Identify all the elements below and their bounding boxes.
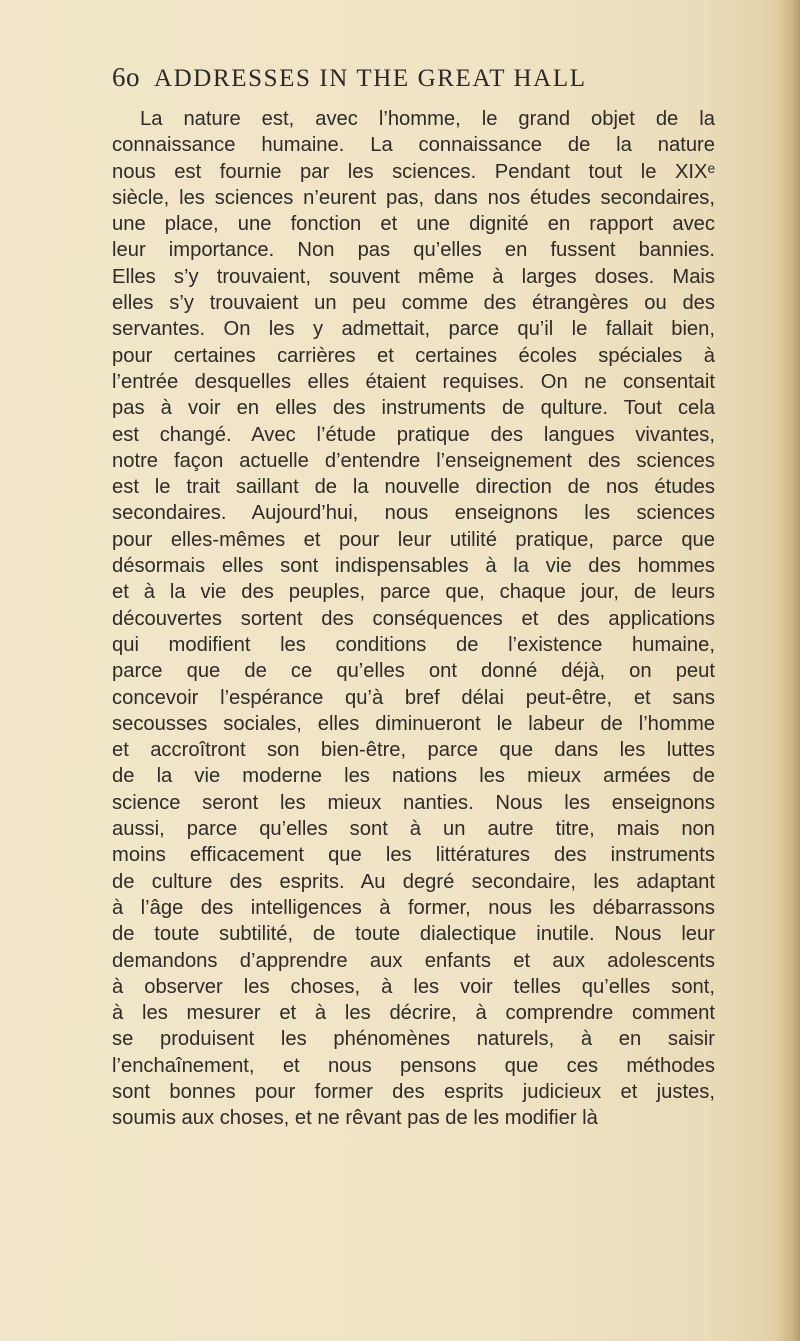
text-line: siècle, les sciences n’eurent pas, dans nos études secondaires, bbox=[112, 186, 715, 209]
text-line: aussi, parce qu’elles sont à un autre titre, mais non bbox=[112, 818, 715, 841]
text-line: une place, une fonction et une dignité en rapport avec bbox=[112, 213, 715, 236]
text-line: Elles s’y trouvaient, souvent même à larges doses. Mais bbox=[112, 265, 715, 288]
running-head bbox=[112, 62, 712, 98]
text-line: de toute subtilité, de toute dialectique inutile. Nous leur bbox=[112, 923, 715, 946]
text-line: soumis aux choses, et ne rêvant pas de les modifier là bbox=[112, 1107, 598, 1130]
page-number: 6o bbox=[112, 62, 140, 92]
text-line: connaissance humaine. La connaissance de la nature bbox=[112, 134, 715, 157]
text-line: La nature est, avec l’homme, le grand objet de la bbox=[140, 108, 715, 130]
page-gutter-shadow bbox=[778, 0, 800, 1341]
body-paragraph bbox=[112, 106, 715, 1132]
text-line: concevoir l’espérance qu’à bref délai peut-être, et sans bbox=[112, 686, 715, 709]
text-line: pour elles-mêmes et pour leur utilité pratique, parce que bbox=[112, 528, 715, 551]
text-line: à l’âge des intelligences à former, nous les débarrassons bbox=[112, 896, 715, 919]
text-line: à observer les choses, à les voir telles qu’elles sont, bbox=[112, 975, 715, 998]
text-line: de culture des esprits. Au degré secondaire, les adaptant bbox=[112, 870, 715, 893]
text-line: est changé. Avec l’étude pratique des langues vivantes, bbox=[112, 423, 715, 446]
text-line: secondaires. Aujourd’hui, nous enseignons les sciences bbox=[112, 502, 715, 525]
text-line: de la vie moderne les nations les mieux armées de bbox=[112, 765, 715, 788]
text-line: désormais elles sont indispensables à la vie des hommes bbox=[112, 555, 715, 578]
text-line: est le trait saillant de la nouvelle direction de nos études bbox=[112, 476, 715, 499]
running-title: ADDRESSES IN THE GREAT HALL bbox=[154, 65, 587, 92]
text-line: à les mesurer et à les décrire, à comprendre comment bbox=[112, 1002, 715, 1025]
text-line: demandons d’apprendre aux enfants et aux adolescents bbox=[112, 949, 715, 972]
text-line: parce que de ce qu’elles ont donné déjà, on peut bbox=[112, 660, 715, 683]
text-line: se produisent les phénomènes naturels, à en saisir bbox=[112, 1028, 715, 1051]
text-line: science seront les mieux nanties. Nous les enseignons bbox=[112, 791, 715, 814]
text-line: secousses sociales, elles diminueront le labeur de l’homme bbox=[112, 712, 715, 735]
text-line: qui modifient les conditions de l’existence humaine, bbox=[112, 633, 715, 656]
text-line: et accroîtront son bien-être, parce que dans les luttes bbox=[112, 739, 715, 762]
text-line: pour certaines carrières et certaines écoles spéciales à bbox=[112, 344, 715, 367]
text-line: notre façon actuelle d’entendre l’enseignement des sciences bbox=[112, 449, 715, 472]
text-line: sont bonnes pour former des esprits judicieux et justes, bbox=[112, 1080, 715, 1103]
text-line: moins efficacement que les littératures des instruments bbox=[112, 844, 715, 867]
text-line: découvertes sortent des conséquences et des applications bbox=[112, 607, 715, 630]
text-line: l’enchaînement, et nous pensons que ces méthodes bbox=[112, 1054, 715, 1077]
text-line: servantes. On les y admettait, parce qu’il le fallait bien, bbox=[112, 318, 715, 341]
text-line: et à la vie des peuples, parce que, chaque jour, de leurs bbox=[112, 581, 715, 604]
text-line: nous est fournie par les sciences. Pendant tout le XIXᵉ bbox=[112, 160, 715, 183]
text-line: l’entrée desquelles elles étaient requises. On ne consentait bbox=[112, 370, 715, 393]
text-line: pas à voir en elles des instruments de qulture. Tout cela bbox=[112, 397, 715, 420]
text-line: elles s’y trouvaient un peu comme des étrangères ou des bbox=[112, 292, 715, 315]
text-line: leur importance. Non pas qu’elles en fussent bannies. bbox=[112, 239, 715, 262]
